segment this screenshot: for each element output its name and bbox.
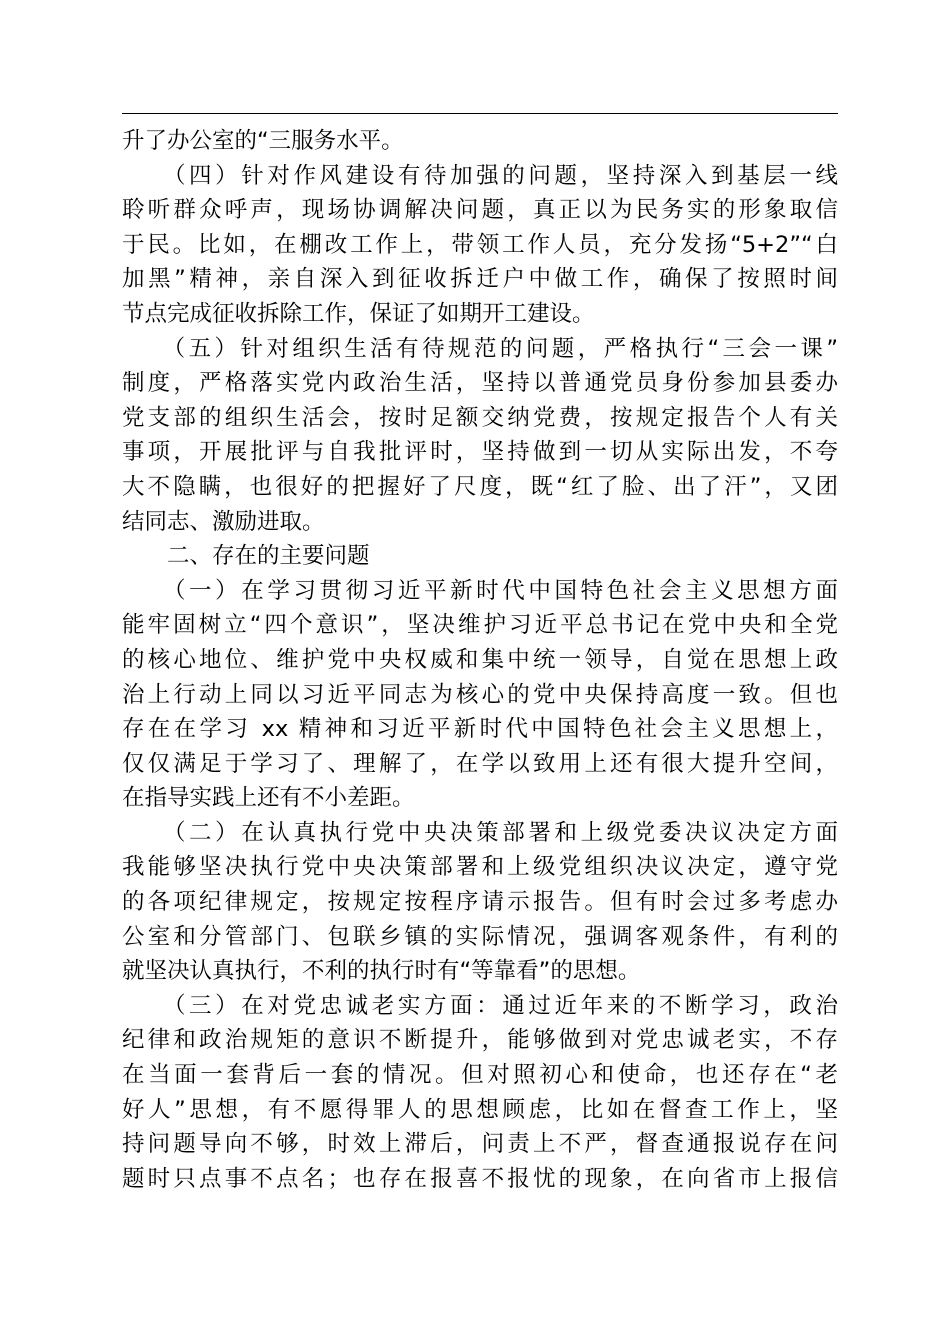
text-line: 加黑”精神，亲自深入到征收拆迁户中做工作，确保了按照时间 bbox=[122, 266, 838, 293]
body-text bbox=[122, 124, 838, 1196]
text-line: 在指导实践上还有不小差距。 bbox=[122, 785, 415, 812]
text-line: 持问题导向不够，时效上滞后，问责上不严，督查通报说存在问 bbox=[122, 1131, 838, 1158]
text-line: 升了办公室的“三服务水平。 bbox=[122, 128, 404, 154]
text-line: 聆听群众呼声，现场协调解决问题，真正以为民务实的形象取信 bbox=[122, 197, 838, 224]
text-line: 治上行动上同以习近平同志为核心的党中央保持高度一致。但也 bbox=[122, 681, 838, 708]
text-line: （一）在学习贯彻习近平新时代中国特色社会主义思想方面 bbox=[122, 577, 838, 604]
text-line: 就坚决认真执行，不利的执行时有“等靠看”的思想。 bbox=[122, 958, 641, 985]
text-line: 于民。比如，在棚改工作上，带领工作人员，充分发扬“5+2”“白 bbox=[122, 231, 838, 258]
text-line: 节点完成征收拆除工作，保证了如期开工建设。 bbox=[122, 300, 595, 327]
text-line: 事项，开展批评与自我批评时，坚持做到一切从实际出发，不夸 bbox=[122, 439, 838, 466]
text-line: 能牢固树立“四个意识”，坚决维护习近平总书记在党中央和全党 bbox=[122, 612, 838, 639]
text-line: 党支部的组织生活会，按时足额交纳党费，按规定报告个人有关 bbox=[122, 404, 838, 431]
text-line: 公室和分管部门、包联乡镇的实际情况，强调客观条件，有利的 bbox=[122, 923, 838, 950]
text-line: 在当面一套背后一套的情况。但对照初心和使命，也还存在“老 bbox=[122, 1062, 838, 1089]
text-line: （四）针对作风建设有待加强的问题，坚持深入到基层一线 bbox=[122, 162, 838, 189]
text-line: 结同志、激励进取。 bbox=[122, 508, 325, 535]
text-line: 好人”思想，有不愿得罪人的思想顾虑，比如在督查工作上，坚 bbox=[122, 1096, 838, 1123]
text-line: 题时只点事不点名；也存在报喜不报忧的现象，在向省市上报信 bbox=[122, 1165, 838, 1192]
header-rule bbox=[122, 113, 838, 114]
text-line: （二）在认真执行党中央决策部署和上级党委决议决定方面 bbox=[122, 819, 838, 846]
text-line: 大不隐瞒，也很好的把握好了尺度，既“红了脸、出了汗”，又团 bbox=[122, 473, 838, 500]
text-line: 的各项纪律规定，按规定按程序请示报告。但有时会过多考虑办 bbox=[122, 889, 838, 916]
text-line: 仅仅满足于学习了、理解了，在学以致用上还有很大提升空间， bbox=[122, 750, 838, 777]
text-line: （五）针对组织生活有待规范的问题，严格执行“三会一课” bbox=[122, 335, 838, 362]
text-line: 存在在学习 xx 精神和习近平新时代中国特色社会主义思想上， bbox=[122, 716, 838, 743]
text-line: （三）在对党忠诚老实方面：通过近年来的不断学习，政治 bbox=[122, 992, 838, 1019]
text-line: 我能够坚决执行党中央决策部署和上级党组织决议决定，遵守党 bbox=[122, 854, 838, 881]
text-line: 制度，严格落实党内政治生活，坚持以普通党员身份参加县委办 bbox=[122, 370, 838, 397]
text-line: 的核心地位、维护党中央权威和集中统一领导，自觉在思想上政 bbox=[122, 646, 838, 673]
text-line: 纪律和政治规矩的意识不断提升，能够做到对党忠诚老实，不存 bbox=[122, 1027, 838, 1054]
text-line: 二、存在的主要问题 bbox=[122, 543, 370, 570]
